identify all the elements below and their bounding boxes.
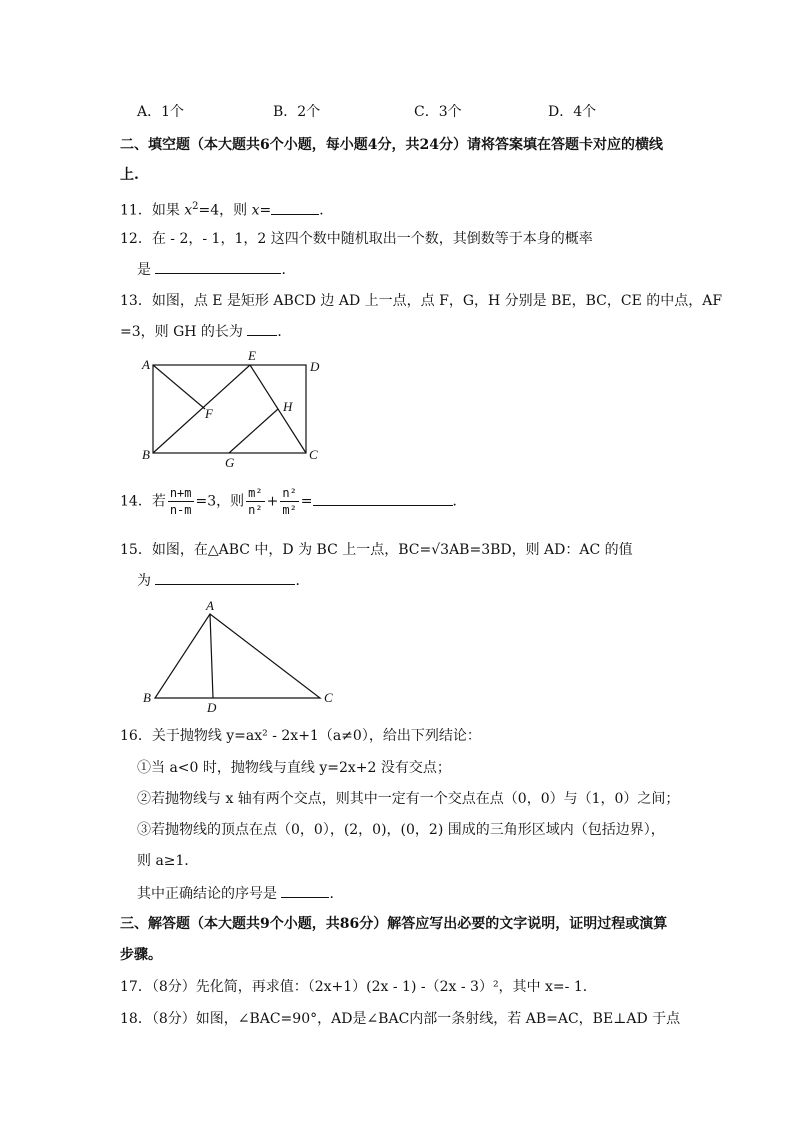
- fraction-3: $\frac{\text{n²}}{\text{m²}}$: [282, 486, 297, 517]
- fraction-2: $\frac{\text{m²}}{\text{n²}}$: [248, 486, 263, 517]
- triangle-figure: [140, 598, 340, 716]
- label-C: C: [324, 690, 333, 705]
- question-12: 12．在 - 2，- 1，1，2 这四个数中随机取出一个数，其倒数等于本身的概率: [120, 231, 593, 247]
- section3-heading: 三、解答题（本大题共9个小题，共86分）解答应写出必要的文字说明，证明过程或演算: [120, 916, 668, 932]
- answer-blank-16: [281, 883, 329, 898]
- label-G: G: [225, 455, 235, 470]
- option-a: A．1个: [137, 104, 185, 120]
- segment-ae: [153, 365, 205, 409]
- question-15-cont: 为 ．: [137, 570, 309, 591]
- label-A: A: [142, 357, 150, 372]
- question-13: 13．如图，点 E 是矩形 ABCD 边 AD 上一点，点 F，G，H 分别是 BE，BC，CE 的中点，AF: [120, 293, 723, 309]
- label-D: D: [310, 359, 320, 374]
- question-18: 18．（8分）如图，∠BAC=90°，AD是∠BAC内部一条射线，若 AB=AC，BE⊥AD 于点: [120, 1011, 681, 1027]
- conclusion-2: ②若抛物线与 x 轴有两个交点，则其中一定有一个交点在点（0，0）与（1，0）之间；: [137, 791, 680, 807]
- label-F: F: [205, 406, 213, 421]
- question-13-cont: =3，则 GH 的长为 ．: [120, 321, 291, 342]
- fraction-1: $\frac{n+m}{n-m}$: [169, 486, 192, 517]
- conclusion-3-cont: 则 a≥1．: [137, 853, 199, 869]
- question-12-cont: 是 ．: [137, 259, 295, 280]
- label-B: B: [143, 690, 151, 705]
- rectangle-figure: [140, 345, 340, 470]
- option-c: C．3个: [414, 104, 462, 120]
- section3-heading-cont: 步骤。: [120, 947, 162, 963]
- answer-blank-15: [155, 570, 295, 585]
- answer-blank-11: [271, 200, 319, 215]
- question-16: 16．关于抛物线 y=ax² - 2x+1（a≠0），给出下列结论：: [120, 728, 481, 744]
- segment-be: [153, 365, 250, 453]
- question-11: 11．如果 $x^2=4$，则 x= ．: [120, 201, 334, 219]
- option-d: D．4个: [548, 104, 597, 120]
- conclusion-1: ①当 a<0 时，抛物线与直线 y=2x+2 没有交点；: [137, 760, 451, 776]
- label-A: A: [206, 598, 214, 613]
- answer-blank-13: [247, 321, 277, 336]
- question-15: 15．如图，在△ABC 中，D 为 BC 上一点，BC=√3AB=3BD，则 AD：AC 的值: [120, 542, 633, 558]
- question-17: 17．（8分）先化简，再求值：（2x+1）(2x - 1) -（2x - 3）²，其中 x=- 1．: [120, 979, 597, 995]
- conclusion-3: ③若抛物线的顶点在点（0，0），(2，0)，(0，2) 围成的三角形区域内（包括边界），: [137, 822, 665, 838]
- label-E: E: [248, 348, 256, 363]
- label-H: H: [283, 399, 293, 414]
- triangle-abc: [155, 614, 320, 698]
- label-B: B: [142, 447, 150, 462]
- question-16-ask: 其中正确结论的序号是 ．: [137, 883, 343, 904]
- label-D: D: [207, 700, 217, 715]
- option-b: B．2个: [273, 104, 321, 120]
- section2-heading-cont: 上.: [120, 167, 139, 183]
- question-14: 14．若 $\frac{n+m}{n-m}$ =3，则 $\frac{\text{m²}}{\text{n²}}$ + $\frac{\text{n²}}{\text{m²}}$ = ．: [120, 486, 467, 517]
- answer-blank-12: [155, 259, 281, 274]
- segment-gh: [229, 409, 278, 453]
- section2-heading: 二、填空题（本大题共6个小题，每小题4分，共24分）请将答案填在答题卡对应的横线: [120, 137, 663, 153]
- answer-blank-14: [313, 491, 453, 506]
- segment-ad: [210, 614, 213, 698]
- label-C: C: [309, 447, 318, 462]
